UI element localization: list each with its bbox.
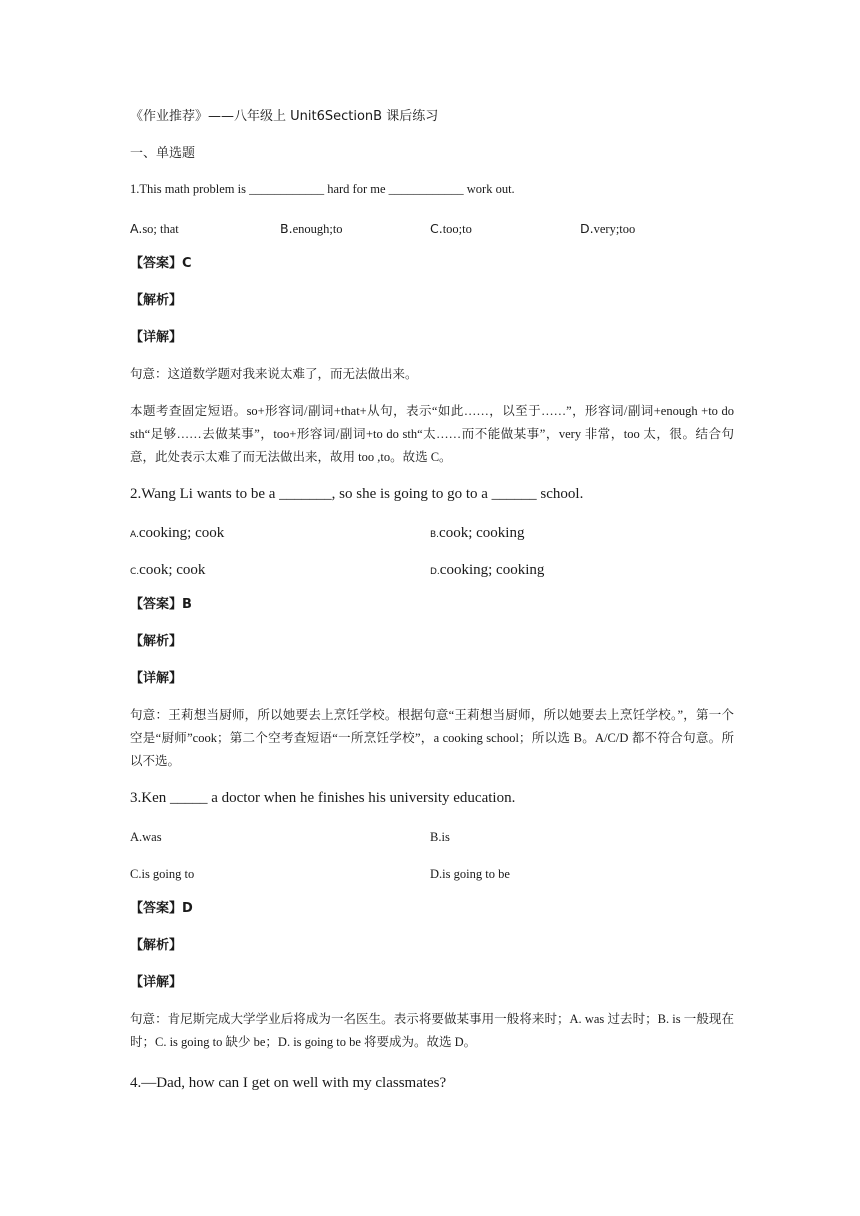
question-3-explanation: 句意：肯尼斯完成大学学业后将成为一名医生。表示将要做某事用一般将来时；A. was 过去时；B. is 一般现在时；C. is going to 缺少 be；D. is going to be 将要成为。故选 D。 — [130, 1012, 734, 1049]
question-2-analysis-label: 【解析】 — [130, 634, 183, 649]
question-2-stem: 2.Wang Li wants to be a _______, so she is going to go to a ______ school. — [130, 486, 584, 502]
question-1-stem: 1.This math problem is ____________ hard for me ____________ work out. — [130, 182, 515, 196]
question-1-analysis-label: 【解析】 — [130, 293, 183, 308]
question-1-detail-label: 【详解】 — [130, 330, 183, 345]
question-3-answer: 【答案】D — [130, 901, 193, 916]
question-3-option-a: A.was — [130, 830, 162, 844]
question-2-explanation: 句意：王莉想当厨师，所以她要去上烹饪学校。根据句意“王莉想当厨师，所以她要去上烹饪学校。”，第一个空是“厨师”cook；第二个空考查短语“一所烹饪学校”，a cooking school；所以选 B。A/C/D 都不符合句意。所以不选。 — [130, 708, 734, 768]
question-3-option-c: C.is going to — [130, 867, 195, 881]
question-1-option-a: A.so; that — [130, 221, 179, 236]
question-3-option-b: B.is — [430, 830, 450, 844]
question-3-stem: 3.Ken _____ a doctor when he finishes his university education. — [130, 790, 516, 806]
question-2-option-a: A.cooking; cook — [130, 525, 225, 541]
question-3-option-d: D.is going to be — [430, 867, 510, 881]
question-3-analysis-label: 【解析】 — [130, 938, 183, 953]
question-1-option-d: D.very;too — [580, 221, 636, 236]
question-1-explanation: 本题考查固定短语。so+形容词/副词+that+从句，表示“如此……，以至于……”，形容词/副词+enough +to do sth“足够……去做某事”，too+形容词/副词+to do sth“太……而不能做某事”，very 非常，too 太，很。结合句意，此处表示太难了而无法做出来，故用 too ,to。故选 C。 — [130, 404, 734, 464]
section-heading: 一、单选题 — [130, 146, 196, 161]
question-1-meaning: 句意：这道数学题对我来说太难了，而无法做出来。 — [130, 367, 418, 381]
question-2-answer: 【答案】B — [130, 597, 192, 612]
question-3-detail-label: 【详解】 — [130, 975, 183, 990]
question-2-detail-label: 【详解】 — [130, 671, 183, 686]
question-4-stem: 4.—Dad, how can I get on well with my classmates? — [130, 1075, 447, 1091]
question-1-option-c: C.too;to — [430, 221, 472, 236]
document-title: 《作业推荐》——八年级上 Unit6SectionB 课后练习 — [130, 109, 439, 124]
question-2-option-d: D.cooking; cooking — [430, 562, 545, 578]
question-2-option-b: B.cook; cooking — [430, 525, 525, 541]
question-1-option-b: B.enough;to — [280, 221, 343, 236]
question-2-option-c: C.cook; cook — [130, 562, 206, 578]
question-1-answer: 【答案】C — [130, 256, 192, 271]
